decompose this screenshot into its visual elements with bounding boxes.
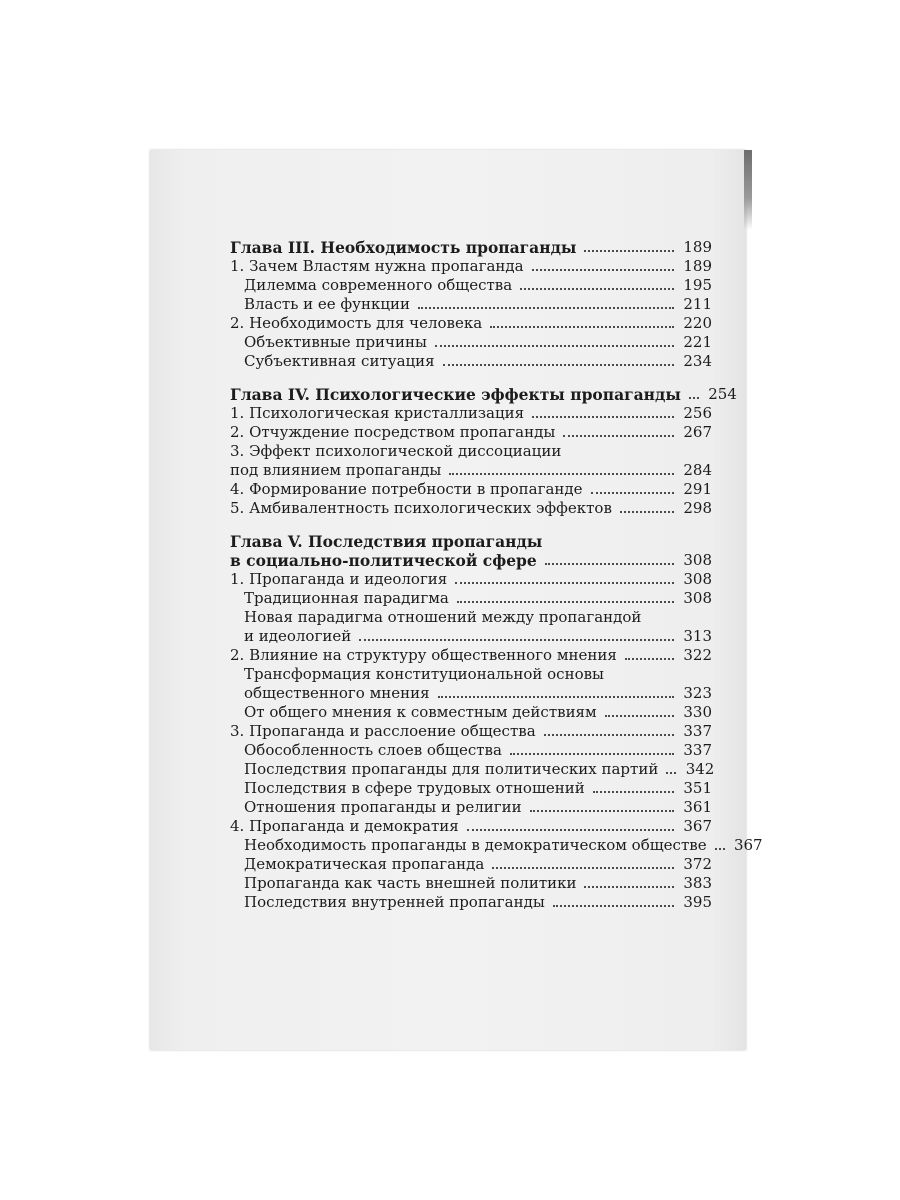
dot-leader <box>666 772 676 774</box>
toc-entry-row <box>230 589 712 608</box>
dot-leader <box>532 269 674 271</box>
toc-entry-page-number: 337 <box>683 722 712 740</box>
toc-entry-row <box>230 570 712 589</box>
toc-entry-page-number: 291 <box>683 480 712 498</box>
page-edge-shadow <box>744 150 752 230</box>
chapter-title: Глава III. Необходимость пропаганды <box>230 238 577 257</box>
toc-entry-page-number: 342 <box>685 760 715 778</box>
chapter-page-number: 308 <box>683 551 712 569</box>
chapter-page-number: 254 <box>708 385 737 403</box>
toc-entry-label: 3. Эффект психологической диссоциации <box>230 442 562 460</box>
toc-entry-page-number: 221 <box>683 333 712 351</box>
toc-entry-page-number: 298 <box>683 499 712 517</box>
chapter-title-row <box>230 551 712 570</box>
chapter-title: Глава V. Последствия пропаганды <box>230 532 543 551</box>
toc-entry-row <box>230 352 712 371</box>
toc-entry-row <box>230 608 712 627</box>
toc-entry-page-number: 313 <box>683 627 712 645</box>
toc-entry-label: Последствия в сфере трудовых отношений <box>244 779 585 797</box>
toc-entry-row <box>230 798 712 817</box>
toc-entry-row <box>230 703 712 722</box>
chapter-page-number: 189 <box>683 238 712 256</box>
toc-entry-page-number: 351 <box>683 779 712 797</box>
toc-entry-row <box>230 442 712 461</box>
dot-leader <box>553 905 674 907</box>
toc-entry-page-number: 322 <box>683 646 712 664</box>
toc-entry-label: Трансформация конституциональной основы <box>244 665 604 683</box>
toc-entry-label: Дилемма современного общества <box>244 276 513 294</box>
dot-leader <box>545 563 674 565</box>
dot-leader <box>492 867 674 869</box>
toc-entry-label: Отношения пропаганды и религии <box>244 798 522 816</box>
toc-entry-label: От общего мнения к совместным действиям <box>244 703 597 721</box>
dot-leader <box>563 435 674 437</box>
dot-leader <box>467 829 674 831</box>
dot-leader <box>584 250 674 252</box>
toc-entry-row <box>230 257 712 276</box>
toc-entry-row <box>230 480 712 499</box>
toc-entry-label: 2. Отчуждение посредством пропаганды <box>230 423 556 441</box>
dot-leader <box>438 696 674 698</box>
dot-leader <box>435 345 674 347</box>
toc-entry-page-number: 267 <box>683 423 712 441</box>
toc-entry-row <box>230 836 763 855</box>
dot-leader <box>490 326 674 328</box>
toc-entry-label: 4. Формирование потребности в пропаганде <box>230 480 583 498</box>
dot-leader <box>510 753 674 755</box>
toc-entry-row <box>230 461 712 480</box>
dot-leader <box>457 601 674 603</box>
toc-entry-label: Традиционная парадигма <box>244 589 449 607</box>
dot-leader <box>359 639 674 641</box>
toc-chapter <box>230 238 712 371</box>
toc-entry-label: Пропаганда как часть внешней политики <box>244 874 577 892</box>
toc-entry-label: 1. Психологическая кристаллизация <box>230 404 525 422</box>
toc-entry-page-number: 372 <box>683 855 712 873</box>
toc-entry-label: 5. Амбивалентность психологических эффектов <box>230 499 612 517</box>
toc-entry-label-continued: и идеологией <box>244 627 352 645</box>
toc-entry-label: 4. Пропаганда и демократия <box>230 817 459 835</box>
toc-entry-page-number: 367 <box>733 836 763 854</box>
dot-leader <box>449 473 674 475</box>
toc-entry-row <box>230 760 715 779</box>
dot-leader <box>625 658 674 660</box>
toc-entry-page-number: 330 <box>683 703 712 721</box>
toc-entry-page-number: 367 <box>683 817 712 835</box>
dot-leader <box>418 307 674 309</box>
toc-entry-label: 2. Необходимость для человека <box>230 314 483 332</box>
toc-entry-label: Объективные причины <box>244 333 427 351</box>
toc-entry-row <box>230 665 712 684</box>
toc-entry-page-number: 337 <box>683 741 712 759</box>
toc-entry-row <box>230 404 712 423</box>
dot-leader <box>584 886 674 888</box>
toc-entry-label: Демократическая пропаганда <box>244 855 485 873</box>
toc-chapter <box>230 385 737 518</box>
toc-entry-row <box>230 646 712 665</box>
toc-entry-label: Новая парадигма отношений между пропагандой <box>244 608 642 626</box>
toc-entry-page-number: 395 <box>683 893 712 911</box>
toc-entry-row <box>230 741 712 760</box>
toc-entry-row <box>230 499 712 518</box>
toc-entry-page-number: 361 <box>683 798 712 816</box>
toc-entry-label: 2. Влияние на структуру общественного мнения <box>230 646 617 664</box>
toc-entry-row <box>230 874 712 893</box>
toc-entry-row <box>230 855 712 874</box>
toc-entry-row <box>230 817 712 836</box>
table-of-contents <box>230 238 763 926</box>
toc-entry-label: Последствия внутренней пропаганды <box>244 893 545 911</box>
toc-entry-label-continued: общественного мнения <box>244 684 430 702</box>
dot-leader <box>605 715 674 717</box>
toc-entry-page-number: 383 <box>683 874 712 892</box>
toc-entry-row <box>230 779 712 798</box>
dot-leader <box>593 791 674 793</box>
toc-entry-page-number: 211 <box>683 295 712 313</box>
toc-entry-label: Обособленность слоев общества <box>244 741 502 759</box>
toc-entry-page-number: 234 <box>683 352 712 370</box>
toc-entry-page-number: 323 <box>683 684 712 702</box>
toc-entry-row <box>230 295 712 314</box>
chapter-title: Глава IV. Психологические эффекты пропаганды <box>230 385 681 404</box>
dot-leader <box>520 288 674 290</box>
toc-entry-label: Власть и ее функции <box>244 295 410 313</box>
dot-leader <box>532 416 674 418</box>
toc-entry-label-continued: под влиянием пропаганды <box>230 461 442 479</box>
toc-entry-page-number: 220 <box>683 314 712 332</box>
chapter-title-row <box>230 385 737 404</box>
toc-entry-page-number: 195 <box>683 276 712 294</box>
toc-entry-page-number: 189 <box>683 257 712 275</box>
toc-entry-row <box>230 423 712 442</box>
toc-entry-row <box>230 333 712 352</box>
toc-entry-row <box>230 722 712 741</box>
dot-leader <box>689 397 699 399</box>
toc-entry-label: Субъективная ситуация <box>244 352 435 370</box>
dot-leader <box>591 492 674 494</box>
toc-chapter <box>230 532 763 912</box>
toc-entry-row <box>230 893 712 912</box>
book-page <box>150 150 763 1050</box>
toc-entry-page-number: 256 <box>683 404 712 422</box>
toc-entry-page-number: 308 <box>683 589 712 607</box>
toc-entry-page-number: 284 <box>683 461 712 479</box>
dot-leader <box>544 734 674 736</box>
dot-leader <box>455 582 674 584</box>
dot-leader <box>620 511 674 513</box>
toc-entry-label: 1. Пропаганда и идеология <box>230 570 448 588</box>
toc-entry-page-number: 308 <box>683 570 712 588</box>
toc-entry-row <box>230 276 712 295</box>
toc-entry-label: Необходимость пропаганды в демократическом обществе <box>244 836 707 854</box>
toc-entry-row <box>230 314 712 333</box>
toc-entry-row <box>230 684 712 703</box>
dot-leader <box>443 364 674 366</box>
chapter-title-continued: в социально-политической сфере <box>230 551 537 570</box>
toc-entry-label: 1. Зачем Властям нужна пропаганда <box>230 257 524 275</box>
dot-leader <box>530 810 674 812</box>
toc-entry-label: 3. Пропаганда и расслоение общества <box>230 722 536 740</box>
toc-entry-row <box>230 627 712 646</box>
chapter-title-row <box>230 532 712 551</box>
chapter-title-row <box>230 238 712 257</box>
toc-entry-label: Последствия пропаганды для политических партий <box>244 760 659 778</box>
dot-leader <box>715 848 725 850</box>
